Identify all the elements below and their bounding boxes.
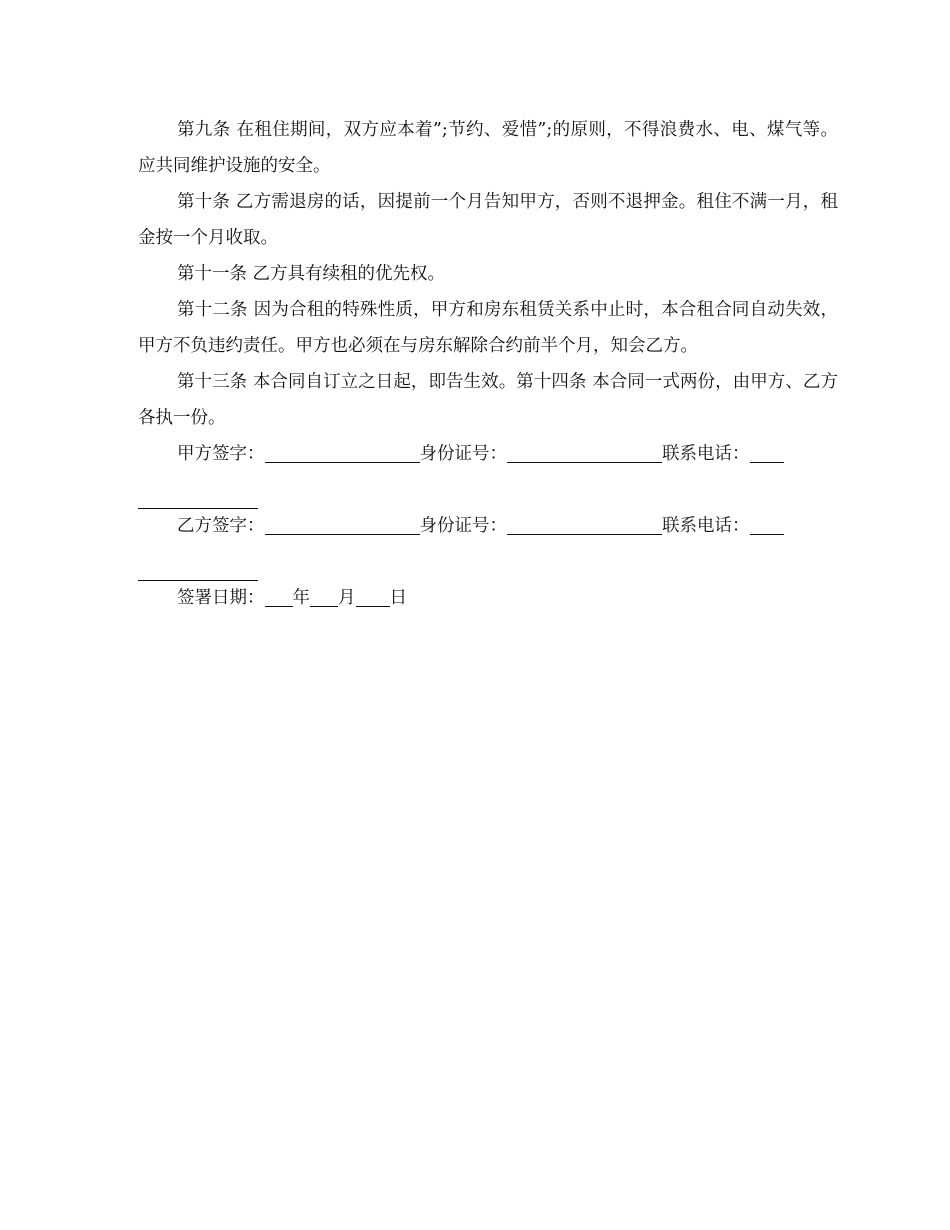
party-a-id-blank[interactable] <box>507 442 662 463</box>
party-b-phone-blank[interactable] <box>750 514 784 535</box>
day-blank[interactable] <box>356 586 390 607</box>
month-label: 月 <box>338 588 356 608</box>
party-a-phone-blank[interactable] <box>750 442 784 463</box>
clause-10: 第十条 乙方需退房的话，因提前一个月告知甲方，否则不退押金。租住不满一月，租金按一个月收取。 <box>138 192 838 248</box>
party-b-id-blank[interactable] <box>507 514 662 535</box>
clause-11: 第十一条 乙方具有续租的优先权。 <box>177 264 446 284</box>
party-b-id-label: 身份证号： <box>419 516 507 536</box>
party-a-sign-label: 甲方签字： <box>177 444 265 464</box>
date-label: 签署日期： <box>177 588 265 608</box>
day-label: 日 <box>389 588 407 608</box>
year-blank[interactable] <box>265 586 293 607</box>
party-a-sign-blank[interactable] <box>265 442 420 463</box>
party-a-id-label: 身份证号： <box>419 444 507 464</box>
signing-date-row <box>138 580 838 616</box>
month-blank[interactable] <box>310 586 338 607</box>
party-a-signature-row <box>138 436 838 508</box>
clause-13-14: 第十三条 本合同自订立之日起，即告生效。第十四条 本合同一式两份，由甲方、乙方各执一份。 <box>138 372 838 428</box>
clause-12: 第十二条 因为合租的特殊性质，甲方和房东租赁关系中止时，本合租合同自动失效，甲方不负违约责任。甲方也必须在与房东解除合约前半个月，知会乙方。 <box>138 300 838 356</box>
party-b-signature-row <box>138 508 838 580</box>
clause-9: 第九条 在租住期间，双方应本着”;节约、爱惜”;的原则，不得浪费水、电、煤气等。应共同维护设施的安全。 <box>138 120 838 176</box>
party-b-phone-label: 联系电话： <box>662 516 750 536</box>
party-b-phone-blank-continued[interactable] <box>138 560 258 581</box>
year-label: 年 <box>292 588 310 608</box>
contract-page <box>138 112 838 616</box>
party-b-sign-label: 乙方签字： <box>177 516 265 536</box>
party-b-sign-blank[interactable] <box>265 514 420 535</box>
party-a-phone-blank-continued[interactable] <box>138 488 258 509</box>
party-a-phone-label: 联系电话： <box>662 444 750 464</box>
